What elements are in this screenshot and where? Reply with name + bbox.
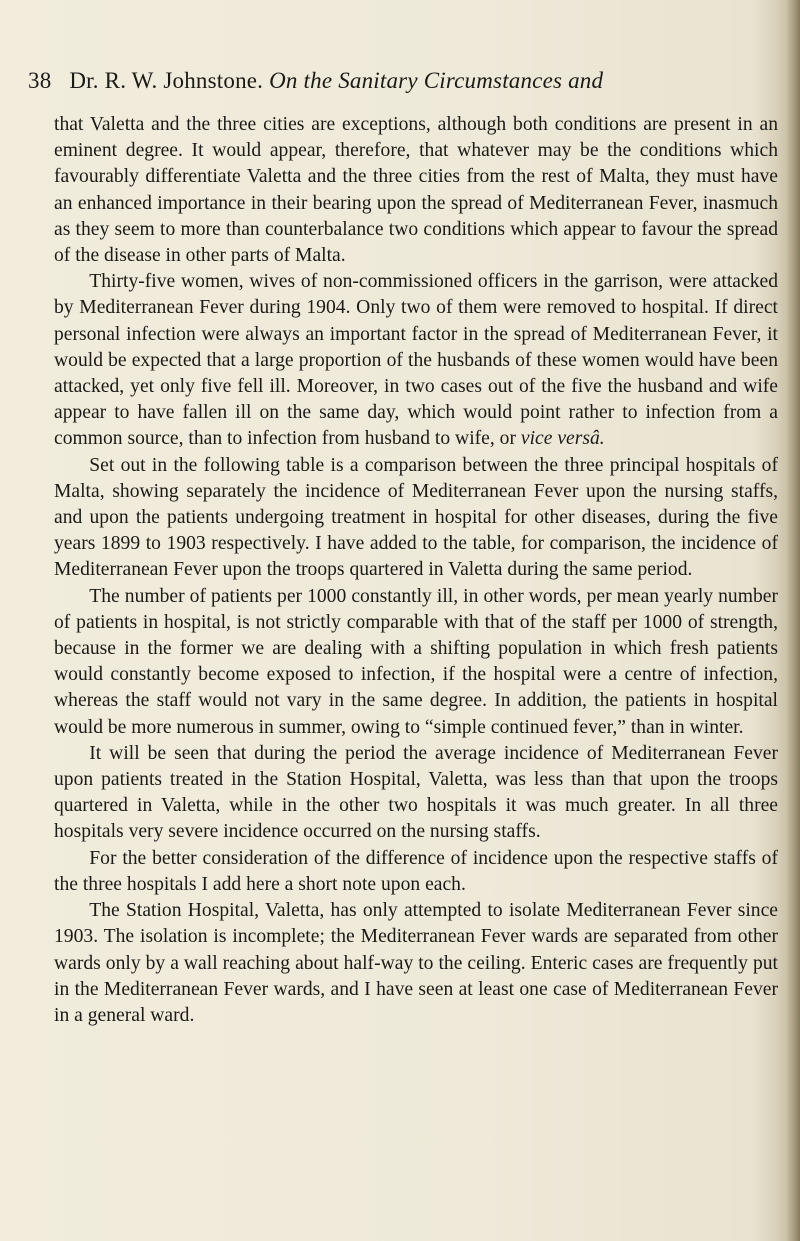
paragraph-4: The number of patients per 1000 constantly ill, in other words, per mean yearly number of patients in hospital, is not strictly comparable with that of the staff per 1000 of strength, because in the former we are dealing with a shifting population in which fresh patients would constantly become exposed to infection, if the hospital were a centre of infection, whereas the staff would not vary in the same degree. In addition, the patients in hospital would be more numerous in summer, owing to “simple continued fever,” than in winter. xyxy=(54,585,778,738)
paragraph-2 xyxy=(54,269,778,452)
paragraph-2-text: Thirty-five women, wives of non-commissioned officers in the garrison, were attacked by Mediterranean Fever during 1904. Only two of them were removed to hospital. If direct personal infection were always an important factor in the spread of Mediterranean Fever, it would be expected that a large proportion of the husbands of these women would have been attacked, yet only five fell ill. Moreover, in two cases out of the five the husband and wife appear to have fallen ill on the same day, which would point rather to infection from a common source, than to infection from husband to wife, or xyxy=(54,271,778,450)
italic-phrase: vice versâ. xyxy=(520,428,605,450)
body-text xyxy=(54,112,778,1029)
page-number: 38 xyxy=(28,68,52,93)
running-head-author: Dr. R. W. Johnstone. xyxy=(69,68,264,93)
paragraph-7: The Station Hospital, Valetta, has only attempted to isolate Mediterranean Fever since 1903. The isolation is incomplete; the Mediterranean Fever wards are separated from other wards only by a wall reaching about half-way to the ceiling. Enteric cases are frequently put in the Mediterranean Fever wards, and I have seen at least one case of Mediterranean Fever in a general ward. xyxy=(54,900,778,1026)
paragraph-1: that Valetta and the three cities are exceptions, although both conditions are present in an eminent degree. It would appear, therefore, that whatever may be the conditions which favourably differentiate Valetta and the three cities from the rest of Malta, they must have an enhanced importance in their bearing upon the spread of Mediterranean Fever, inasmuch as they seem to more than counterbalance two conditions which appear to favour the spread of the disease in other parts of Malta. xyxy=(54,114,778,267)
paragraph-3: Set out in the following table is a comparison between the three principal hospitals of Malta, showing separately the incidence of Mediterranean Fever upon the nursing staffs, and upon the patients undergoing treatment in hospital for other diseases, during the five years 1899 to 1903 respectively. I have added to the table, for comparison, the incidence of Mediterranean Fever upon the troops quartered in Valetta during the same period. xyxy=(54,454,778,581)
paragraph-5: It will be seen that during the period the average incidence of Mediterranean Fever upon patients treated in the Station Hospital, Valetta, was less than that upon the troops quartered in Valetta, while in the other two hospitals it was much greater. In all three hospitals very severe incidence occurred on the nursing staffs. xyxy=(54,742,778,843)
paragraph-6: For the better consideration of the difference of incidence upon the respective staffs of the three hospitals I add here a short note upon each. xyxy=(54,847,778,895)
running-head xyxy=(28,68,768,94)
page-edge-shadow xyxy=(786,0,800,1241)
running-head-title: On the Sanitary Circumstances and xyxy=(269,68,604,93)
